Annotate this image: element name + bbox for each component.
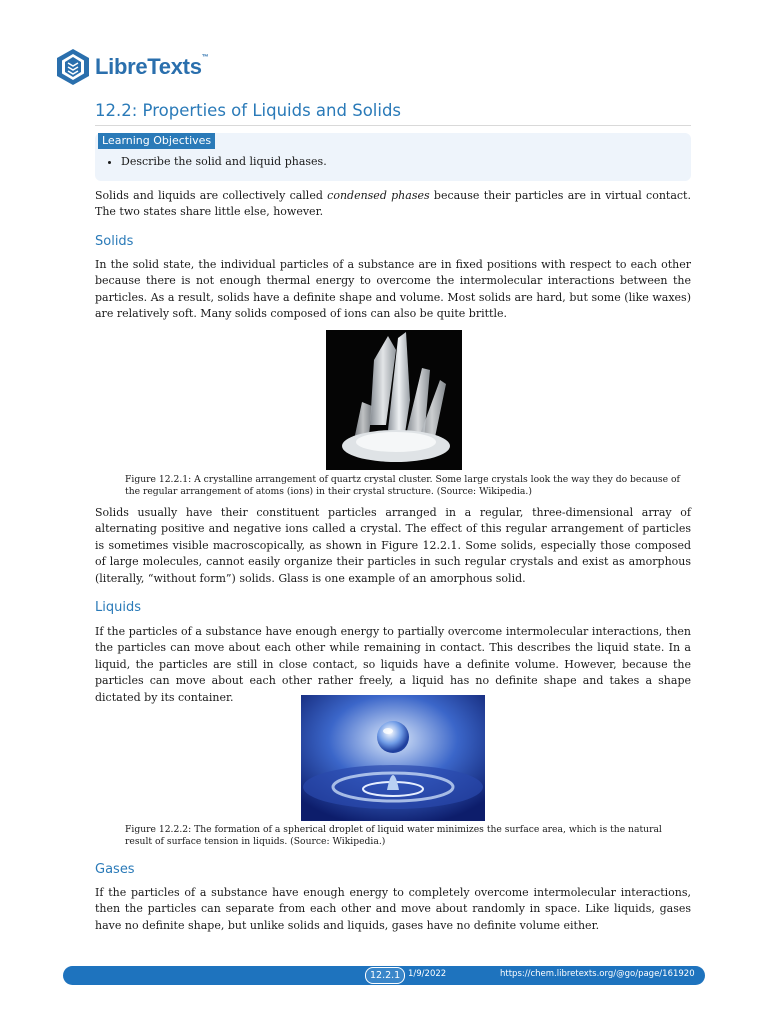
learning-objectives-list xyxy=(107,155,327,168)
liquids-heading: Liquids xyxy=(95,600,141,615)
page-title: 12.2: Properties of Liquids and Solids xyxy=(95,101,691,126)
water-droplet-figure xyxy=(301,695,485,821)
figure-12-2-1-link[interactable]: 12.2.1 xyxy=(422,538,458,552)
libretexts-logo-icon xyxy=(55,48,91,86)
quartz-crystal-figure xyxy=(326,330,462,470)
figure-12-2-1-caption: Figure 12.2.1: A crystalline arrangement of quartz crystal cluster. Some large crystals look the way they do because of the regular arrangement of atoms (ions) in their crystal structure. (Source: Wikipedia.) xyxy=(125,474,680,498)
water-droplet-image xyxy=(301,695,485,821)
solids-paragraph-2: Solids usually have their constituent particles arranged in a regular, three-dimensional array of alternating positive and negative ions called a crystal. The effect of this regular arrangement of particles is sometimes visible macroscopically, as shown in Figure 12.2.1. Some solids, especially those composed of large molecules, cannot easily organize their particles in such regular crystals and exist as amorphous (literally, “without form”) solids. Glass is one example of an amorphous solid. xyxy=(95,506,691,585)
footer-page-number: 12.2.1 xyxy=(365,967,405,984)
solids-heading: Solids xyxy=(95,234,134,249)
footer-date: 1/9/2022 xyxy=(408,969,447,979)
solids-paragraph-1: In the solid state, the individual particles of a substance are in fixed positions with respect to each other because there is not enough thermal energy to overcome the intermolecular interactions between the particles. As a result, solids have a definite shape and volume. Most solids are hard, but some (like waxes) are relatively soft. Many solids composed of ions can also be quite brittle. xyxy=(95,258,691,321)
gases-heading: Gases xyxy=(95,862,135,877)
logo-wordmark: LibreTexts™ xyxy=(95,54,209,79)
learning-objectives-label: Learning Objectives xyxy=(98,133,215,149)
learning-objective-item: • Describe the solid and liquid phases. xyxy=(121,155,327,168)
learning-objectives-box xyxy=(95,133,691,181)
condensed-phases-term: condensed phases xyxy=(327,189,430,202)
libretexts-logo[interactable] xyxy=(55,47,208,87)
intro-paragraph: Solids and liquids are collectively called condensed phases because their particles are in virtual contact. The two states share little else, however. xyxy=(95,189,691,219)
figure-12-2-2-caption: Figure 12.2.2: The formation of a spherical droplet of liquid water minimizes the surface area, which is the natural result of surface tension in liquids. (Source: Wikipedia.) xyxy=(125,824,662,848)
gases-paragraph-1: If the particles of a substance have enough energy to completely overcome intermolecular interactions, then the particles can separate from each other and move about randomly in space. Like liquids, gases have no definite shape, but unlike solids and liquids, gases have no definite volume either. xyxy=(95,886,691,932)
liquids-paragraph-1: If the particles of a substance have enough energy to partially overcome intermolecular interactions, then the particles can move about each other while remaining in contact. This describes the liquid state. In a liquid, the particles are still in close contact, so liquids have a definite volume. However, because the particles can move about each other rather freely, a liquid has no definite shape and takes a shape dictated by its container. xyxy=(95,625,691,704)
footer-url-link[interactable]: https://chem.libretexts.org/@go/page/161920 xyxy=(500,969,695,979)
page-footer xyxy=(63,966,705,985)
quartz-crystal-image xyxy=(326,330,462,470)
